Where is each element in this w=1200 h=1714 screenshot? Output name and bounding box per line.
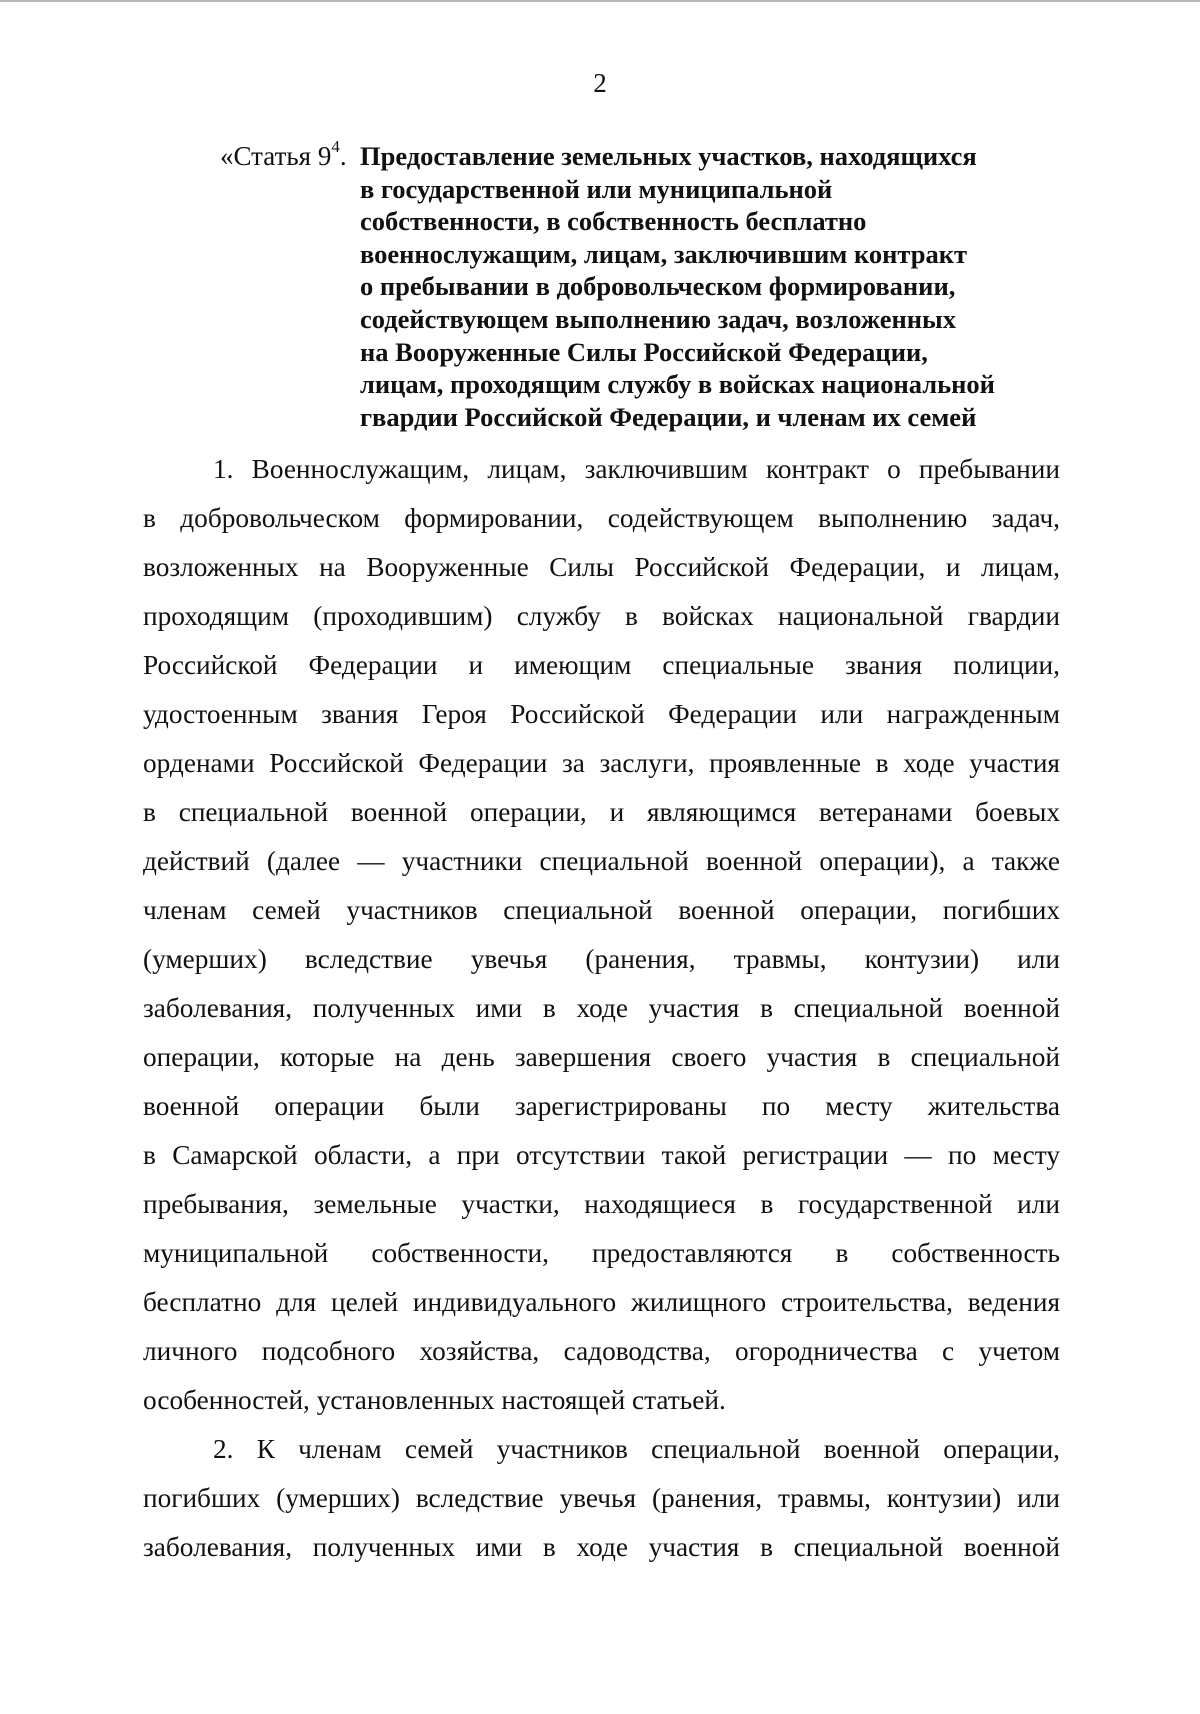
text-line: действий (далее — участники специальной военной операции), а также: [143, 846, 1060, 876]
text-line: муниципальной собственности, предоставляются в собственность: [143, 1238, 1060, 1268]
text-line: операции, которые на день завершения своего участия в специальной: [143, 1042, 1060, 1072]
page-number: 2: [593, 68, 607, 98]
article-title-line: содействующем выполнению задач, возложенных: [360, 303, 956, 334]
article-superscript: 4: [331, 137, 340, 156]
text-line: членам семей участников специальной военной операции, погибших: [143, 895, 1060, 925]
text-line: Российской Федерации и имеющим специальные звания полиции,: [143, 650, 1060, 680]
text-line: орденами Российской Федерации за заслуги, проявленные в ходе участия: [143, 748, 1060, 778]
article-title-line: лицам, проходящим службу в войсках национальной: [360, 369, 995, 400]
article-title-line: о пребывании в добровольческом формировании,: [360, 271, 956, 302]
paragraph-1: [143, 445, 1060, 1425]
article-title-line: в государственной или муниципальной: [360, 173, 833, 204]
article-body: [143, 445, 1060, 1572]
article-prefix-text: «Статья 9: [220, 141, 332, 171]
article-prefix-dot: .: [339, 141, 347, 171]
text-line: в добровольческом формировании, содействующем выполнению задач,: [143, 503, 1060, 533]
article-header: [220, 137, 1100, 433]
page-top-edge: [0, 0, 1200, 2]
text-line: бесплатно для целей индивидуального жилищного строительства, ведения: [143, 1287, 1060, 1317]
article-title-line: гвардии Российской Федерации, и членам их семей: [360, 401, 977, 432]
text-line: погибших (умерших) вследствие увечья (ранения, травмы, контузии) или: [143, 1483, 1060, 1513]
text-line: 1. Военнослужащим, лицам, заключившим контракт о пребывании: [213, 454, 1060, 484]
text-line: заболевания, полученных ими в ходе участия в специальной военной: [143, 993, 1060, 1023]
text-line: проходящим (проходившим) службу в войсках национальной гвардии: [143, 601, 1060, 631]
text-line: личного подсобного хозяйства, садоводства, огородничества с учетом: [143, 1336, 1060, 1366]
text-line: 2. К членам семей участников специальной военной операции,: [213, 1434, 1060, 1464]
paragraph-2: [143, 1425, 1060, 1572]
article-title-line: на Вооруженные Силы Российской Федерации,: [360, 336, 928, 367]
article-title-line: военнослужащим, лицам, заключившим контракт: [360, 238, 967, 269]
article-title-line: Предоставление земельных участков, находящихся: [360, 141, 977, 171]
article-title: [360, 140, 1100, 433]
text-line: возложенных на Вооруженные Силы Российской Федерации, и лицам,: [143, 552, 1060, 582]
text-line: удостоенным звания Героя Российской Федерации или награжденным: [143, 699, 1060, 729]
text-line: пребывания, земельные участки, находящиеся в государственной или: [143, 1189, 1060, 1219]
text-line: военной операции были зарегистрированы по месту жительства: [143, 1091, 1060, 1121]
article-number: [220, 137, 360, 173]
text-line: в специальной военной операции, и являющимся ветеранами боевых: [143, 797, 1060, 827]
text-line: (умерших) вследствие увечья (ранения, травмы, контузии) или: [143, 944, 1060, 974]
text-line: заболевания, полученных ими в ходе участия в специальной военной: [143, 1532, 1060, 1562]
article-title-line: собственности, в собственность бесплатно: [360, 206, 867, 237]
text-line: особенностей, установленных настоящей статьей.: [143, 1385, 726, 1415]
text-line: в Самарской области, а при отсутствии такой регистрации — по месту: [143, 1140, 1060, 1170]
